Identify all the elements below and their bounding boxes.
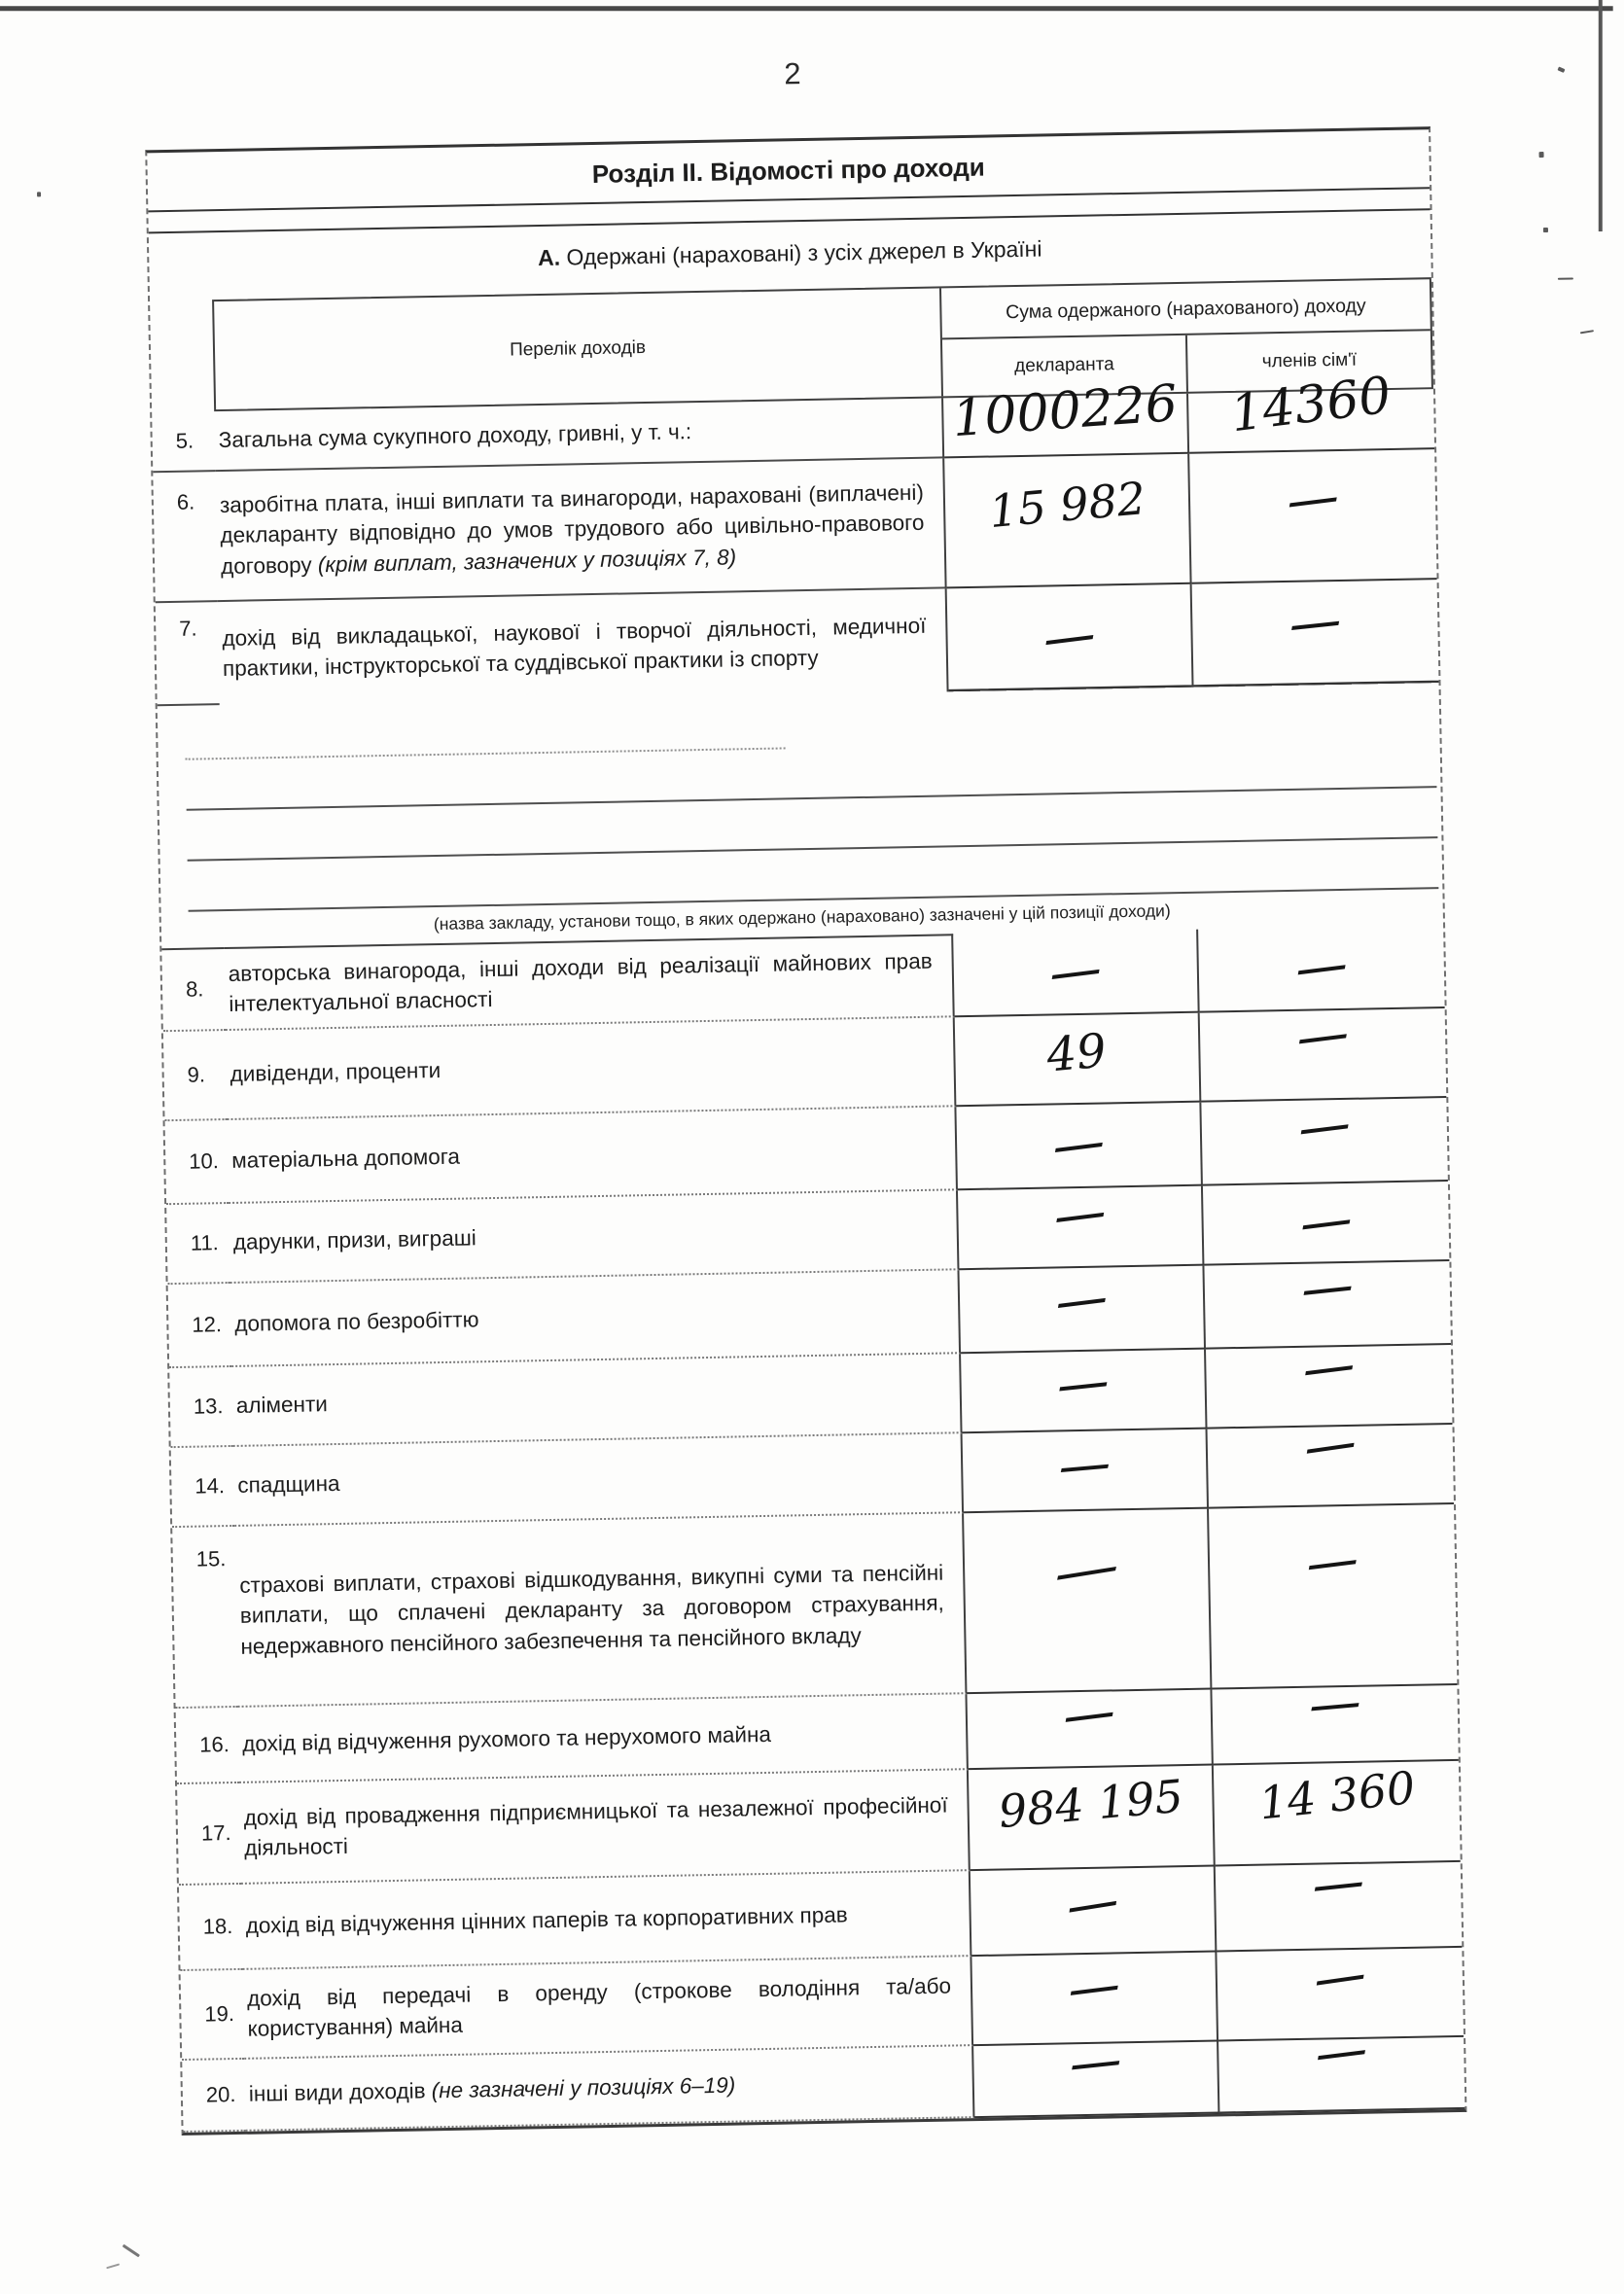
income-source-writein-area	[158, 683, 1443, 912]
row-label: страхові виплати, страхові відшкодування, викупні суми та пенсійні виплати, що сплачені декларанту за договором страхування, недержавного пенсійного забезпечення та пенсійного вкладу	[234, 1513, 967, 1708]
declarant-amount: 984 195	[969, 1766, 1216, 1872]
family-amount: —	[1218, 2037, 1465, 2114]
row-number: 20.	[182, 2060, 245, 2133]
column-header-amount: Сума одержаного (нарахованого) доходу	[941, 279, 1430, 339]
subsection-letter: А.	[537, 244, 561, 271]
row-label: аліменти	[231, 1354, 962, 1447]
row-label: Загальна сума сукупного доходу, гривні, у т. ч.:	[214, 398, 944, 472]
row-number: 9.	[163, 1031, 228, 1121]
declarant-amount: —	[963, 1429, 1209, 1514]
family-amount: 14 360	[1214, 1761, 1461, 1867]
family-amount: —	[1198, 925, 1445, 1013]
scan-edge-right	[1599, 0, 1603, 231]
family-amount: —	[1206, 1345, 1452, 1429]
declarant-amount: —	[959, 1266, 1206, 1355]
column-header-family: членів сім'ї	[1261, 349, 1358, 372]
row-label: дохід від передачі в оренду (строкове володіння та/або користування) майна	[243, 1957, 974, 2060]
row-number: 14.	[171, 1447, 234, 1528]
income-row-6	[153, 449, 1436, 603]
row-number: 6.	[153, 472, 217, 603]
section-title: Розділ II. Відомості про доходи	[147, 129, 1430, 212]
declarant-amount: 49	[955, 1013, 1202, 1108]
declarant-amount: —	[967, 1690, 1213, 1771]
row-number: 16.	[176, 1708, 239, 1784]
declarant-amount: —	[947, 584, 1194, 692]
row-number: 15.	[172, 1527, 237, 1709]
family-amount: —	[1200, 1008, 1447, 1103]
income-row-15	[172, 1504, 1457, 1709]
scan-speck	[106, 2263, 120, 2269]
scan-edge-top	[0, 6, 1613, 11]
row-number: 8.	[161, 947, 226, 1032]
declaration-form	[145, 126, 1466, 2135]
row-label: дохід від викладацької, наукової і творчої діяльності, медичної практики, інструкторської та суддівської практики із спорту	[218, 588, 949, 705]
family-amount: —	[1189, 449, 1436, 584]
row-number: 18.	[179, 1885, 243, 1971]
row-label: дивіденди, проценти	[226, 1017, 957, 1120]
family-amount: —	[1208, 1425, 1454, 1509]
row-label: авторська винагорода, інші доходи від реалізації майнових прав інтелектуальної власності	[224, 934, 954, 1031]
row-number: 7.	[156, 602, 220, 706]
declarant-amount: —	[953, 930, 1200, 1018]
row-number: 11.	[166, 1204, 229, 1285]
row-number: 12.	[168, 1284, 232, 1368]
family-amount: —	[1201, 1098, 1448, 1186]
declarant-amount: —	[958, 1186, 1204, 1271]
subsection-text: Одержані (нараховані) з усіх джерел в Україні	[559, 235, 1042, 270]
row-number: 10.	[165, 1120, 229, 1205]
row-number: 19.	[181, 1970, 245, 2061]
family-amount: —	[1209, 1504, 1457, 1690]
scan-speck	[37, 192, 41, 196]
scan-speck	[1580, 330, 1594, 334]
scan-speck	[1539, 152, 1544, 158]
row-label: дохід від провадження підприємницької та незалежної професійної діяльності	[239, 1770, 971, 1885]
family-amount: —	[1212, 1685, 1458, 1766]
row-label: заробітна плата, інші виплати та винагороди, нараховані (виплачені) декларанту відповідно до умов трудового або цивільно-правового договору (крім виплат, зазначених у позиціях 7, 8)	[215, 458, 946, 602]
declarant-amount: 1000226	[943, 394, 1189, 459]
scan-speck	[1543, 228, 1548, 232]
family-amount: —	[1192, 580, 1439, 688]
family-amount: —	[1203, 1182, 1449, 1266]
declarant-amount: —	[956, 1103, 1203, 1191]
income-source-caption: (назва закладу, установи тощо, в яких одержано (нараховано) зазначені у цій позиції доходи)	[433, 900, 1171, 935]
row-label: дохід від відчуження цінних паперів та корпоративних прав	[241, 1871, 971, 1970]
scan-speck	[123, 2244, 140, 2258]
column-header-income-list: Перелік доходів	[214, 288, 943, 409]
row-label: допомога по безробіттю	[230, 1270, 961, 1367]
declarant-amount: —	[971, 1953, 1218, 2047]
family-amount: —	[1204, 1261, 1451, 1350]
row-number: 17.	[177, 1783, 241, 1886]
page-number: 2	[783, 56, 801, 91]
declarant-amount: 15 982	[944, 454, 1191, 589]
scan-speck	[1558, 278, 1573, 280]
family-amount: 14360	[1188, 389, 1434, 454]
row-label: інші види доходів (не зазначені у позиціях 6–19)	[244, 2046, 974, 2132]
family-amount: —	[1217, 1948, 1464, 2042]
row-number: 5.	[152, 411, 215, 473]
row-label: спадщина	[233, 1433, 964, 1527]
row-label: дарунки, призи, виграші	[229, 1190, 959, 1284]
family-amount: —	[1216, 1862, 1463, 1953]
declarant-amount: —	[971, 1867, 1218, 1958]
row-number: 13.	[169, 1367, 232, 1448]
declarant-amount: —	[973, 2041, 1219, 2118]
declarant-amount: —	[964, 1509, 1212, 1695]
declarant-amount: —	[961, 1350, 1207, 1434]
column-header-declarant: декларанта	[942, 335, 1188, 397]
row-label: дохід від відчуження рухомого та нерухомого майна	[238, 1694, 969, 1783]
row-label: матеріальна допомога	[228, 1107, 958, 1204]
